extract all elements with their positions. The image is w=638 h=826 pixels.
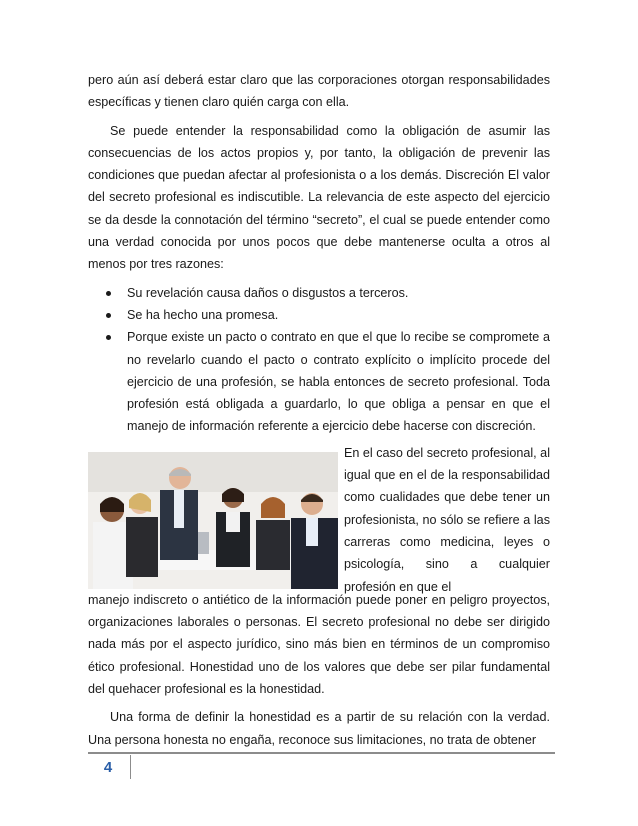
paragraph-4: Una forma de definir la honestidad es a partir de su relación con la verdad. Una persona honesta no engaña, reconoce sus limitaciones, no trata de obtener bbox=[88, 710, 550, 747]
paragraph-3: manejo indiscreto o antiético de la información puede poner en peligro proyectos, organizaciones laborales o personas. El secreto profesional no debe ser dirigido nada más por el aspecto jurídico, sino más bien en términos de un compromiso ético profesional. Honestidad uno de los valores que debe ser pilar fundamental del quehacer profesional es la honestidad. bbox=[88, 592, 550, 696]
image-text-block bbox=[88, 442, 550, 593]
bullet-icon bbox=[106, 335, 111, 340]
bullet-icon bbox=[106, 313, 111, 318]
business-team-photo bbox=[88, 452, 338, 589]
paragraph-2: Se puede entender la responsabilidad como la obligación de asumir las consecuencias de los actos propios y, por tanto, la obligación de prevenir las condiciones que puedan afectar al profesionista o a los demás. Discreción El valor del secreto profesional es indiscutible. La relevancia de este aspecto del ejercicio se da desde la connotación del término “secreto”, el cual se puede entender como una verdad conocida por unos pocos que debe mantenerse oculta a otros al menos por tres razones: bbox=[88, 123, 550, 272]
list-item: Porque existe un pacto o contrato en que el que lo recibe se compromete a no revelarlo cuando el pacto o contrato explícito o implícito procede del ejercicio de una profesión, se habla entonces de secreto profesional. Toda profesión está obligada a guardarlo, lo que obliga a pensar en que el manejo de información referente a ejercicio debe hacerse con discreción. bbox=[88, 326, 550, 437]
wrapped-paragraph: En el caso del secreto profesional, al igual que en el de la responsabilidad como cualidades que debe tener un profesionista, no sólo se refiere a las carreras como medicina, leyes o psicología, sino a cualquier profesión en que el bbox=[344, 445, 550, 594]
bullet-icon bbox=[106, 291, 111, 296]
bullet-list bbox=[88, 282, 550, 438]
body-text bbox=[88, 69, 550, 757]
page-number-divider bbox=[130, 755, 131, 779]
list-item: Se ha hecho una promesa. bbox=[88, 304, 550, 326]
list-item: Su revelación causa daños o disgustos a terceros. bbox=[88, 282, 550, 304]
paragraph-1: pero aún así deberá estar claro que las corporaciones otorgan responsabilidades específicas y tienen claro quién carga con ella. bbox=[88, 73, 550, 110]
footer-divider bbox=[88, 752, 555, 754]
team-photo-illustration bbox=[88, 452, 338, 589]
page-number: 4 bbox=[103, 759, 113, 776]
